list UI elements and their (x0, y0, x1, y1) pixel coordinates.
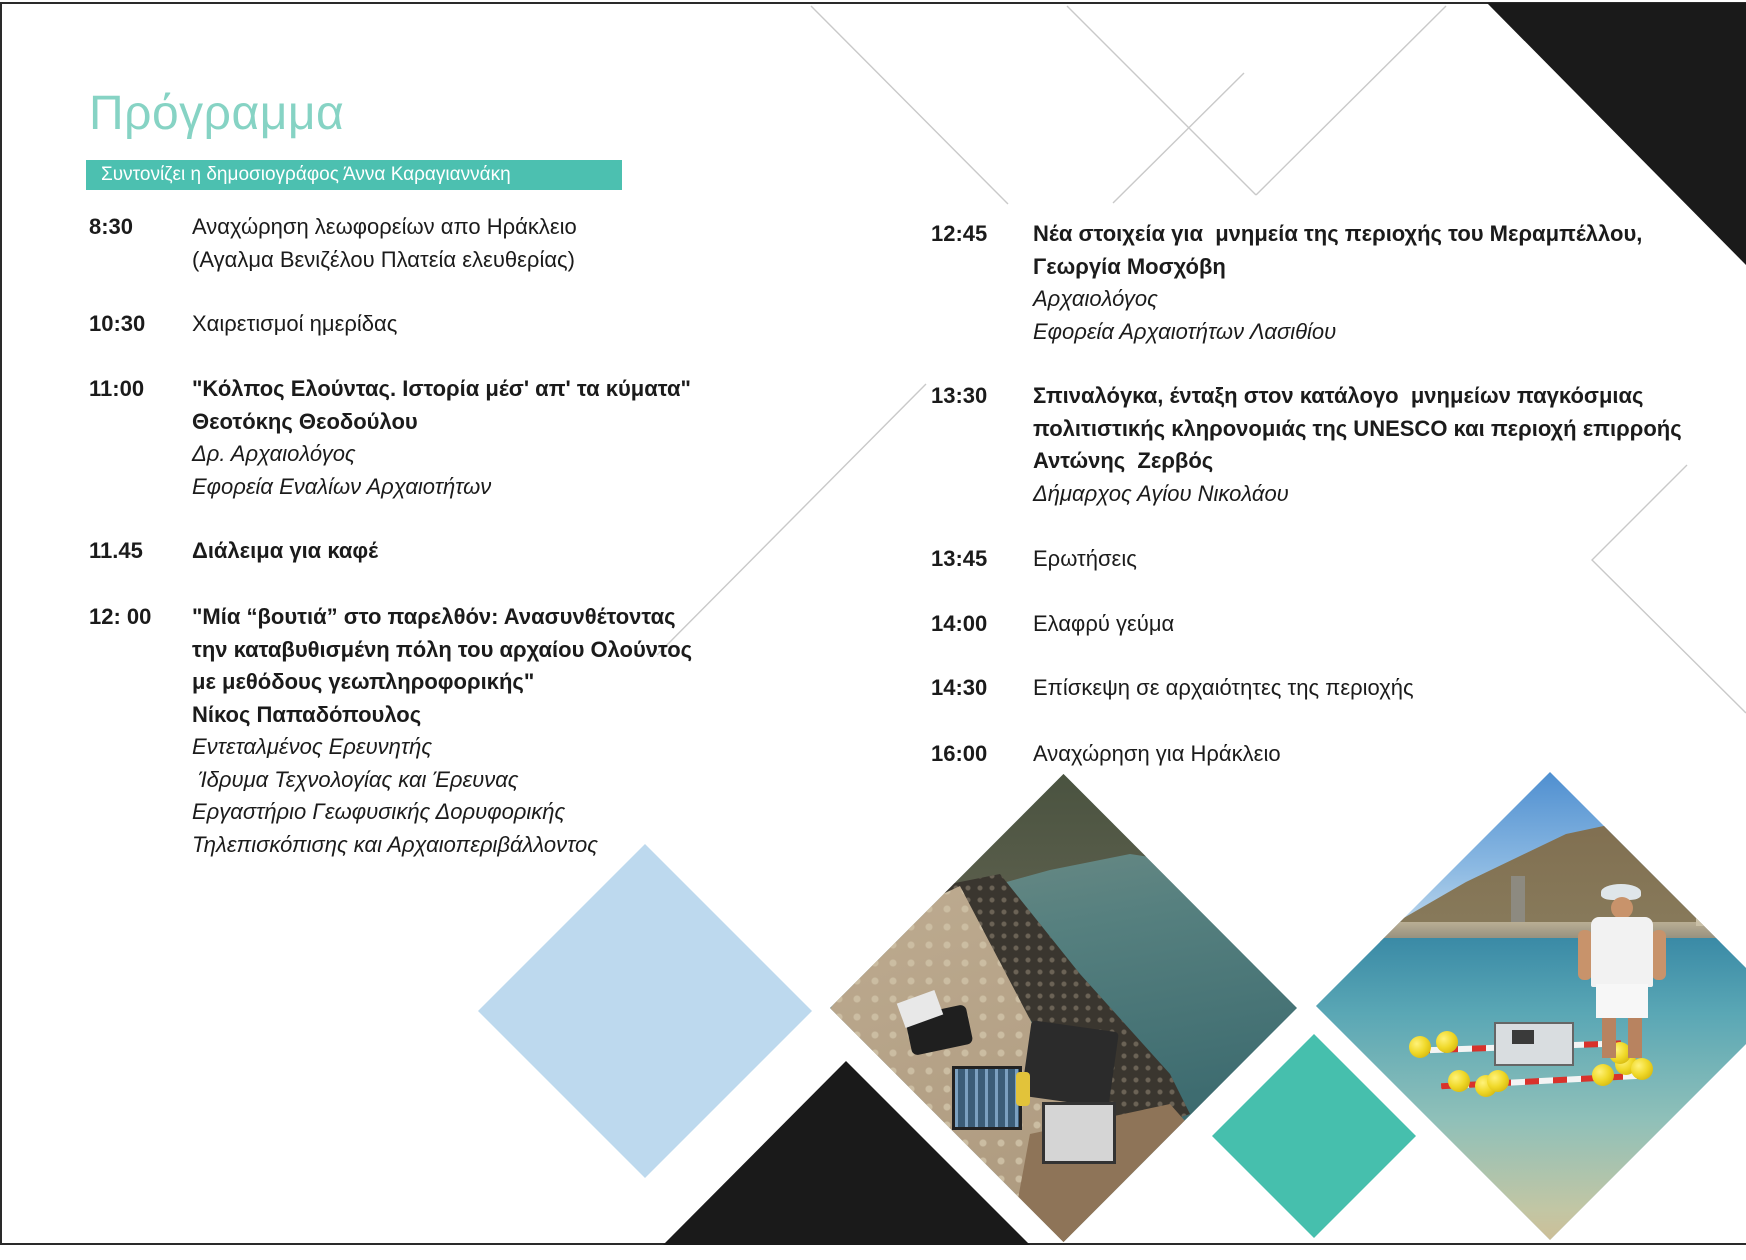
entry-time: 8:30 (89, 214, 134, 239)
entry-time: 12: 00 (89, 604, 152, 629)
entry-time: 11:00 (89, 376, 145, 401)
page-title: Πρόγραμμα (89, 87, 345, 140)
entry-line: (Αγαλμα Βενιζέλου Πλατεία ελευθερίας) (192, 246, 575, 272)
entry-line: Ερωτήσεις (1033, 546, 1137, 571)
entry-role: Δήμαρχος Αγίου Νικολάου (1033, 480, 1289, 506)
entry-role: Εντεταλμένος Ερευνητής (192, 734, 433, 759)
entry-talk-title: Νέα στοιχεία για μνημεία της περιοχής του Μεραμπέλλου, (1033, 221, 1643, 246)
entry-text (1033, 608, 1174, 641)
moderator-banner (86, 160, 622, 190)
entry-affiliation: Εφορεία Αρχαιοτήτων Λασιθίου (1033, 318, 1337, 344)
entry-time: 13:45 (931, 546, 988, 571)
entry-text (1033, 543, 1137, 576)
entry-line: Αναχώρηση λεωφορείων απο Ηράκλειο (192, 214, 577, 239)
entry-text (192, 535, 378, 568)
entry-time: 14:30 (931, 675, 988, 700)
entry-time: 11.45 (89, 538, 143, 563)
entry-talk-title: "Μία “βουτιά” στο παρελθόν: Ανασυνθέτοντας (192, 604, 676, 629)
entry-talk-title: πολιτιστικής κληρονομιάς της UNESCO και περιοχή επιρροής (1033, 415, 1682, 441)
entry-line: Επίσκεψη σε αρχαιότητες της περιοχής (1033, 675, 1414, 700)
entry-text (192, 308, 397, 341)
entry-time: 12:45 (931, 221, 988, 246)
entry-speaker: Νίκος Παπαδόπουλος (192, 701, 422, 727)
entry-text (192, 211, 577, 276)
entry-text (192, 373, 691, 503)
entry-role: Δρ. Αρχαιολόγος (192, 441, 356, 466)
entry-affiliation: Εργαστήριο Γεωφυσικής Δορυφορικής (192, 799, 566, 824)
entry-talk-title: με μεθόδους γεωπληροφορικής" (192, 669, 535, 694)
entry-speaker: Γεωργία Μοσχόβη (1033, 253, 1226, 279)
entry-text (1033, 738, 1281, 771)
entry-talk-title: Σπιναλόγκα, ένταξη στον κατάλογο μνημείων παγκόσμιας (1033, 383, 1644, 408)
entry-affiliation: Ίδρυμα Τεχνολογίας και Έρευνας (192, 766, 519, 792)
entry-speaker: Θεοτόκης Θεοδούλου (192, 408, 418, 434)
entry-time: 10:30 (89, 311, 146, 336)
entry-speaker: Αντώνης Ζερβός (1033, 448, 1214, 473)
entry-talk-title: "Κόλπος Ελούντας. Ιστορία μέσ' απ' τα κύματα" (192, 376, 691, 401)
entry-text (192, 601, 692, 861)
entry-text (1033, 380, 1682, 510)
entry-time: 16:00 (931, 741, 988, 766)
entry-line: Διάλειμα για καφέ (192, 538, 379, 563)
entry-line: Ελαφρύ γεύμα (1033, 611, 1175, 636)
entry-text (1033, 218, 1642, 348)
entry-role: Αρχαιολόγος (1033, 286, 1158, 311)
moderator-text: Συντονίζει η δημοσιογράφος Άννα Καραγιαννάκη (101, 164, 511, 185)
entry-time: 14:00 (931, 611, 988, 636)
entry-text (1033, 672, 1414, 705)
entry-line: Αναχώρηση για Ηράκλειο (1033, 741, 1281, 766)
entry-affiliation: Εφορεία Εναλίων Αρχαιοτήτων (192, 473, 492, 499)
entry-talk-title: την καταβυθισμένη πόλη του αρχαίου Ολούντος (192, 636, 693, 662)
entry-time: 13:30 (931, 383, 988, 408)
entry-affiliation: Τηλεπισκόπισης και Αρχαιοπεριβάλλοντος (192, 831, 598, 857)
entry-line: Χαιρετισμοί ημερίδας (192, 311, 398, 336)
